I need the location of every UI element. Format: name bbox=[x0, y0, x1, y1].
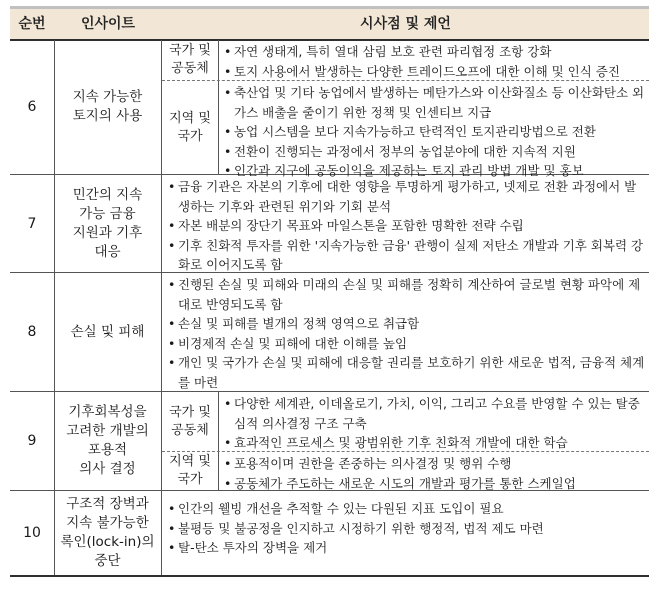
row-insight: 기후회복성을 고려한 개발의 포용적 의사 결정 bbox=[54, 392, 162, 490]
list-item: • 인간과 지구에 공동이익을 제공하는 토지 관리 방법 개발 및 홍보 bbox=[224, 161, 645, 181]
table-header bbox=[10, 9, 649, 41]
row-number: 9 bbox=[10, 392, 55, 490]
list-item: • 공동체가 주도하는 새로운 시도의 개발과 평가를 통한 스케일업 bbox=[224, 474, 645, 494]
row-number: 7 bbox=[10, 175, 55, 272]
row-insight: 손실 및 피해 bbox=[54, 273, 162, 391]
row-number: 6 bbox=[10, 40, 55, 174]
item-list bbox=[218, 81, 649, 178]
list-item: • 진행된 손실 및 피해와 미래의 손실 및 피해를 정확히 계산하여 글로벌 현황 파악에 제대로 반영되도록 함 bbox=[168, 275, 645, 314]
list-item: • 기후 친화적 투자를 위한 '지속가능한 금융' 관행이 실제 저탄소 개발과 기후 회복력 강화로 이어지도록 함 bbox=[168, 236, 645, 275]
scope-group bbox=[162, 80, 649, 178]
item-list bbox=[162, 175, 649, 272]
item-list bbox=[218, 452, 649, 490]
table-row-8 bbox=[10, 273, 649, 392]
row-insight: 민간의 지속 가능 금융 지원과 기후 대응 bbox=[54, 175, 162, 272]
header-no: 순번 bbox=[18, 16, 46, 32]
list-item: • 다양한 세계관, 이데올로기, 가치, 이익, 그리고 수요를 반영할 수 있는 탈중심적 의사결정 구조 구축 bbox=[224, 394, 645, 433]
table-row-10 bbox=[10, 491, 649, 577]
list-item: • 토지 사용에서 발생하는 다양한 트레이드오프에 대한 이해 및 인식 증진 bbox=[224, 62, 645, 82]
list-item: • 비경제적 손실 및 피해에 대한 이해를 높임 bbox=[168, 334, 645, 354]
scope-label: 국가 및 공동체 bbox=[162, 392, 219, 451]
item-list bbox=[218, 40, 649, 80]
scope-label: 지역 및 국가 bbox=[162, 452, 219, 490]
scope-group bbox=[162, 392, 649, 451]
list-item: • 인간의 웰빙 개선을 추적할 수 있는 다원된 지표 도입이 필요 bbox=[168, 499, 645, 519]
row-implications bbox=[162, 491, 649, 575]
list-item: • 전환이 진행되는 과정에서 정부의 농업분야에 대한 지속적 지원 bbox=[224, 142, 645, 162]
row-number: 10 bbox=[10, 491, 55, 575]
row-implications bbox=[162, 392, 649, 490]
row-implications bbox=[162, 40, 649, 178]
header-insight: 인사이트 bbox=[80, 16, 136, 32]
header-implications: 시사점 및 제언 bbox=[360, 16, 451, 32]
scope-label: 국가 및 공동체 bbox=[162, 40, 219, 80]
row-number: 8 bbox=[10, 273, 55, 391]
list-item: • 포용적이며 권한을 존중하는 의사결정 및 행위 수행 bbox=[224, 454, 645, 474]
row-insight: 지속 가능한 토지의 사용 bbox=[54, 40, 162, 174]
scope-group bbox=[162, 40, 649, 80]
scope-label: 지역 및 국가 bbox=[162, 81, 219, 174]
table-row-7 bbox=[10, 175, 649, 273]
list-item: • 농업 시스템을 보다 지속가능하고 탄력적인 토지관리방법으로 전환 bbox=[224, 122, 645, 142]
row-implications bbox=[162, 175, 649, 272]
list-item: • 금융 기관은 자본의 기후에 대한 영향을 투명하게 평가하고, 넷제로 전환 과정에서 발생하는 기후와 관련된 위기와 기회 분석 bbox=[168, 177, 645, 216]
list-item: • 불평등 및 불공정을 인지하고 시정하기 위한 행정적, 법적 제도 마련 bbox=[168, 519, 645, 539]
item-list bbox=[162, 491, 649, 575]
item-list bbox=[162, 273, 649, 391]
list-item: • 손실 및 피해를 별개의 정책 영역으로 취급함 bbox=[168, 314, 645, 334]
list-item: • 자연 생태계, 특히 열대 삼림 보호 관련 파리협정 조항 강화 bbox=[224, 42, 645, 62]
list-item: • 탈-탄소 투자의 장벽을 제거 bbox=[168, 538, 645, 558]
list-item: • 축산업 및 기타 농업에서 발생하는 메탄가스와 이산화질소 등 이산화탄소 외 가스 배출을 줄이기 위한 정책 및 인센티브 지급 bbox=[224, 83, 645, 122]
list-item: • 개인 및 국가가 손실 및 피해에 대응할 권리를 보호하기 위한 새로운 법적, 금융적 체계를 마련 bbox=[168, 353, 645, 392]
scope-group bbox=[162, 451, 649, 490]
item-list bbox=[218, 392, 649, 451]
table-row-9 bbox=[10, 392, 649, 491]
list-item: • 효과적인 프로세스 및 광범위한 기후 친화적 개발에 대한 학습 bbox=[224, 433, 645, 453]
row-insight: 구조적 장벽과 지속 불가능한 록인(lock-in)의 중단 bbox=[54, 491, 162, 575]
row-implications bbox=[162, 273, 649, 391]
list-item: • 자본 배분의 장단기 목표와 마일스톤을 포함한 명확한 전략 수립 bbox=[168, 216, 645, 236]
table-row-6 bbox=[10, 40, 649, 178]
